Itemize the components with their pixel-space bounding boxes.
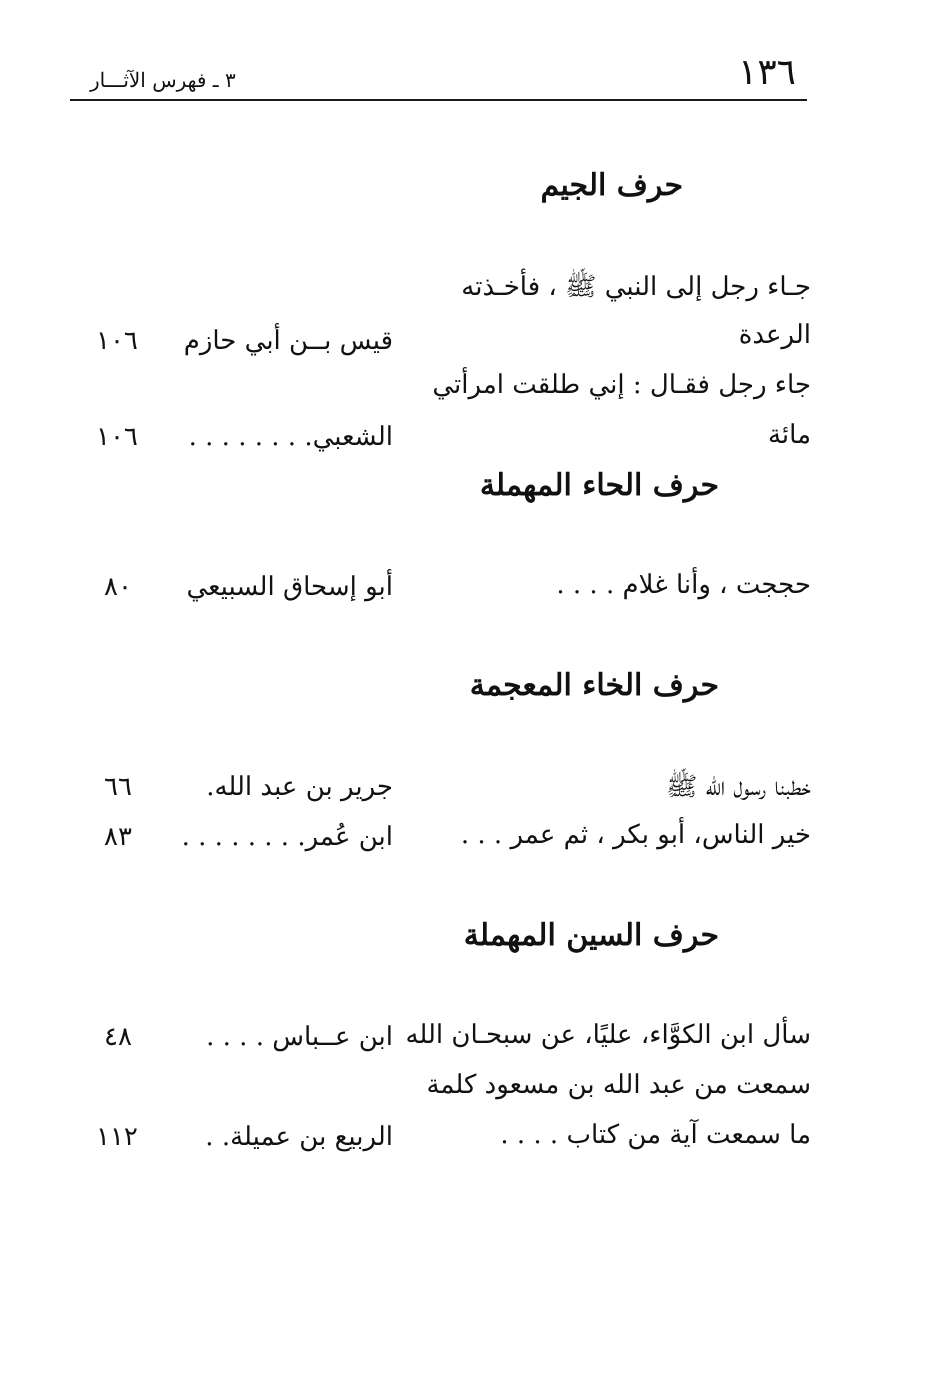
narrator: ابن عــباس . . . . <box>206 1022 393 1052</box>
page-ref: ٨٠ <box>104 572 132 602</box>
entry-line: سمعت من عبد الله بن مسعود كلمة <box>426 1070 811 1100</box>
section-heading-jim: حرف الجيم <box>540 168 683 203</box>
entry-line: جـاء رجل إلى النبي ﷺ ، فأخـذته <box>461 272 811 302</box>
page-number: ١٣٦ <box>738 52 797 93</box>
entry-line: خير الناس، أبو بكر ، ثم عمر . . . <box>460 820 811 850</box>
page-ref: ٤٨ <box>104 1022 132 1052</box>
page-ref: ١٠٦ <box>96 326 138 356</box>
header-rule <box>70 99 807 101</box>
narrator: الشعبي. . . . . . . . <box>188 422 393 452</box>
section-heading-khaa: حرف الخاء المعجمة <box>469 668 719 703</box>
narrator: قيس بــن أبي حازم <box>183 326 393 356</box>
page-ref: ١١٢ <box>96 1122 138 1152</box>
narrator: جرير بن عبد الله. <box>206 772 393 802</box>
narrator: الربيع بن عميلة. . <box>205 1122 393 1152</box>
running-header-title: ٣ ـ فهرس الآثـــار <box>90 68 236 92</box>
narrator: أبو إسحاق السبيعي <box>186 572 393 602</box>
narrator: ابن عُمر. . . . . . . . <box>181 822 393 852</box>
entry-line: خطبنا رسول الله ﷺ <box>665 772 811 802</box>
page-ref: ١٠٦ <box>96 422 138 452</box>
page-ref: ٦٦ <box>104 772 132 802</box>
section-heading-seen: حرف السين المهملة <box>463 918 719 953</box>
entry-line: ما سمعت آية من كتاب . . . . <box>500 1120 811 1150</box>
entry-line: سأل ابن الكوَّاء، عليًا، عن سبحـان الله <box>405 1020 811 1050</box>
entry-line: الرعدة <box>738 320 811 350</box>
entry-line: مائة <box>767 420 811 450</box>
entry-line: جاء رجل فقـال : إني طلقت امرأتي <box>432 370 811 400</box>
section-heading-haa: حرف الحاء المهملة <box>479 468 719 503</box>
page-ref: ٨٣ <box>104 822 132 852</box>
entry-line: حججت ، وأنا غلام . . . . <box>556 570 811 600</box>
